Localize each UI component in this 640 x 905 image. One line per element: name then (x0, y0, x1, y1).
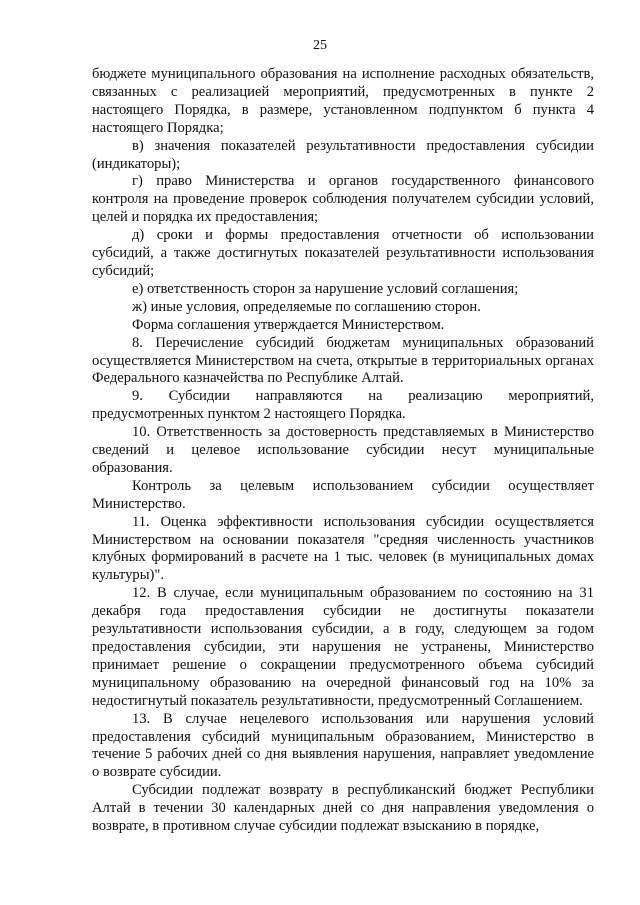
paragraph-agreement-form: Форма соглашения утверждается Министерством. (132, 316, 445, 333)
paragraph-8: 8. Перечисление субсидий бюджетам муниципальных образований осуществляется Министерством на счета, открытые в территориальных органах Федерального казначейства по Республике Алтай. (92, 334, 594, 387)
paragraph-control: Контроль за целевым использованием субсидии осуществляет Министерство. (92, 477, 594, 512)
paragraph-11: 11. Оценка эффективности использования субсидии осуществляется Министерством на основании показателя "средняя численность участников клубных формирований в расчете на 1 тыс. человек (в муниципальных домах культуры)". (92, 513, 594, 584)
paragraph-10: 10. Ответственность за достоверность представляемых в Министерство сведений и целевое использование субсидии несут муниципальные образования. (92, 424, 594, 476)
paragraph-9: 9. Субсидии направляются на реализацию мероприятий, предусмотренных пунктом 2 настоящего Порядка. (92, 388, 594, 423)
paragraph-item-e: е) ответственность сторон за нарушение условий соглашения; (132, 280, 519, 297)
paragraph-item-g: г) право Министерства и органов государственного финансового контроля на проведение проверок соблюдения получателем субсидии условий, целей и порядка их предоставления; (92, 173, 594, 226)
page-number: 25 (313, 38, 327, 53)
body-text (92, 66, 594, 836)
paragraph-item-zh: ж) иные условия, определяемые по соглашению сторон. (132, 298, 481, 315)
paragraph-item-v: в) значения показателей результативности предоставления субсидии (индикаторы); (92, 137, 594, 172)
paragraph-12: 12. В случае, если муниципальным образованием по состоянию на 31 декабря года предоставления субсидии не достигнуты показатели результативности использования субсидии, а в году, следующем за годом предоставления субсидии, эти нарушения не устранены, Министерство принимает решение о сокращении предусмотренного объема субсидий муниципальному образованию на очередной финансовый год на 10% за недостигнутый показатель результативности, предусмотренный Соглашением. (92, 585, 594, 709)
paragraph-item-d: д) сроки и формы предоставления отчетности об использовании субсидий, а также достигнутых показателей результативности использования субсидий; (92, 227, 594, 279)
paragraph-continuation: бюджете муниципального образования на исполнение расходных обязательств, связанных с реализацией мероприятий, предусмотренных в пункте 2 настоящего Порядка, в размере, установленном подпунктом б пункта 4 настоящего Порядка; (92, 66, 594, 136)
paragraph-13: 13. В случае нецелевого использования или нарушения условий предоставления субсидий муниципальным образованием, Министерство в течение 5 рабочих дней со дня выявления нарушения, направляет уведомление о возврате субсидии. (92, 710, 594, 781)
paragraph-refund: Субсидии подлежат возврату в республиканский бюджет Республики Алтай в течении 30 календарных дней со дня направления уведомления о возврате, в противном случае субсидии подлежат взысканию в порядке, (92, 782, 594, 835)
